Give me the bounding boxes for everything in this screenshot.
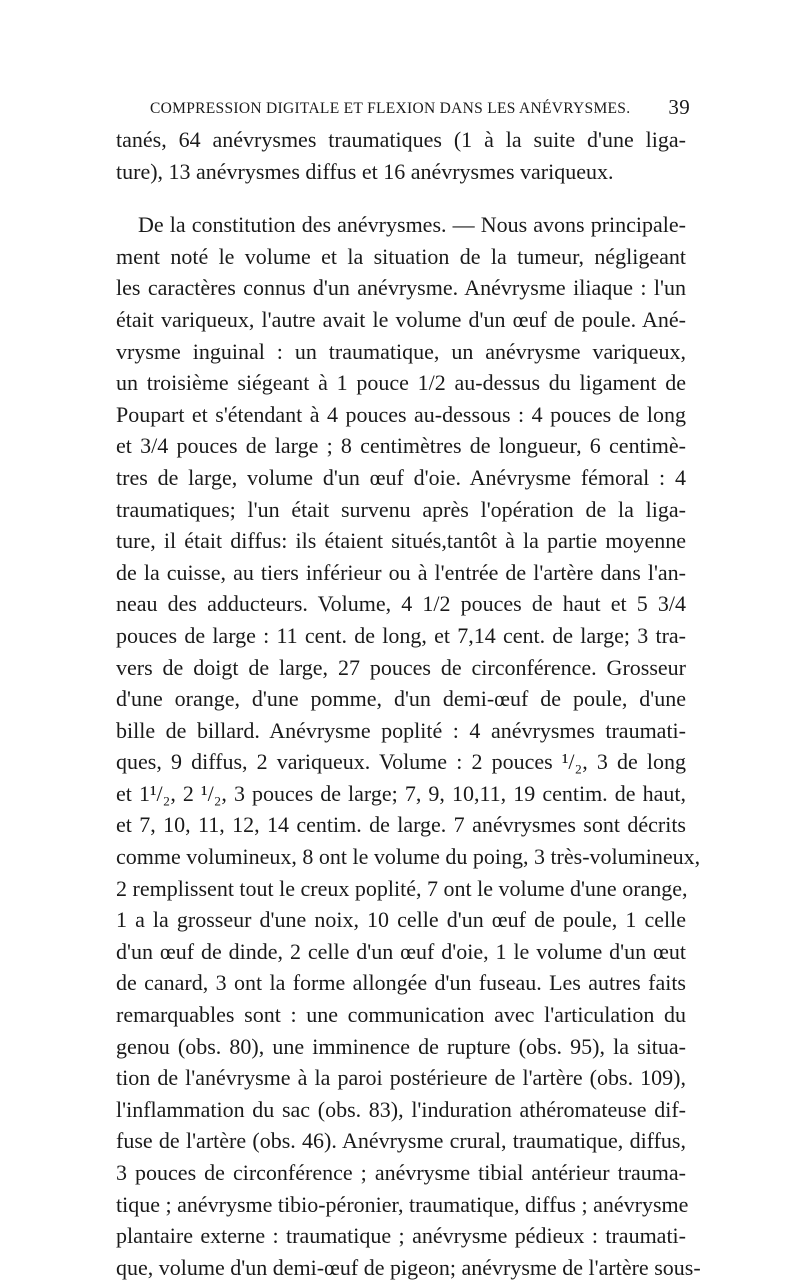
text-line: et 7, 10, 11, 12, 14 centim. de large. 7 anévrysmes sont décrits: [116, 812, 686, 838]
text-line: et 1¹/₂, 2 ¹/₂, 3 pouces de large; 7, 9, 10,11, 19 centim. de haut,: [116, 780, 686, 806]
text-line: tique ; anévrysme tibio-péronier, traumatique, diffus ; anévrysme: [116, 1191, 689, 1217]
page-number: 39: [668, 95, 690, 119]
text-line: ture), 13 anévrysmes diffus et 16 anévrysmes variqueux.: [116, 158, 614, 184]
text-line: les caractères connus d'un anévrysme. Anévrysme iliaque : l'un: [116, 275, 686, 301]
text-line: tion de l'anévrysme à la paroi postérieure de l'artère (obs. 109),: [116, 1065, 686, 1091]
running-title: COMPRESSION DIGITALE ET FLEXION DANS LES ANÉVRYSMES.: [150, 100, 631, 117]
text-line: que, volume d'un demi-œuf de pigeon; anévrysme de l'artère sous-: [116, 1254, 701, 1280]
text-line: l'inflammation du sac (obs. 83), l'induration athéromateuse dif-: [116, 1096, 686, 1122]
text-line: ment noté le volume et la situation de la tumeur, négligeant: [116, 243, 686, 269]
paragraph-gap: [116, 187, 686, 209]
text-line: genou (obs. 80), une imminence de rupture (obs. 95), la situa-: [116, 1033, 686, 1059]
text-line: d'un œuf de dinde, 2 celle d'un œuf d'oie, 1 le volume d'un œut: [116, 938, 686, 964]
body-text: [116, 124, 701, 1283]
text-line: Poupart et s'étendant à 4 pouces au-dessous : 4 pouces de long: [116, 401, 686, 427]
text-line: de la cuisse, au tiers inférieur ou à l'entrée de l'artère dans l'an-: [116, 559, 686, 585]
text-line: plantaire externe : traumatique ; anévrysme pédieux : traumati-: [116, 1223, 686, 1249]
text-line: tres de large, volume d'un œuf d'oie. Anévrysme fémoral : 4: [116, 464, 686, 490]
text-line: 2 remplissent tout le creux poplité, 7 ont le volume d'une orange,: [116, 875, 688, 901]
text-line: neau des adducteurs. Volume, 4 1/2 pouces de haut et 5 3/4: [116, 591, 686, 617]
text-line: vrysme inguinal : un traumatique, un anévrysme variqueux,: [116, 338, 686, 364]
running-header: [150, 95, 690, 122]
text-line: de canard, 3 ont la forme allongée d'un fuseau. Les autres faits: [116, 970, 686, 996]
text-line: traumatiques; l'un était survenu après l'opération de la liga-: [116, 496, 686, 522]
text-line: ture, il était diffus: ils étaient situés,tantôt à la partie moyenne: [116, 528, 686, 554]
text-line: remarquables sont : une communication avec l'articulation du: [116, 1002, 686, 1028]
text-line: fuse de l'artère (obs. 46). Anévrysme crural, traumatique, diffus,: [116, 1128, 686, 1154]
text-line: tanés, 64 anévrysmes traumatiques (1 à la suite d'une liga-: [116, 127, 686, 152]
text-line: d'une orange, d'une pomme, d'un demi-œuf de poule, d'une: [116, 686, 686, 712]
text-line: comme volumineux, 8 ont le volume du poing, 3 très-volumineux,: [116, 844, 701, 870]
text-line: et 3/4 pouces de large ; 8 centimètres de longueur, 6 centimè-: [116, 433, 686, 459]
text-line: était variqueux, l'autre avait le volume d'un œuf de poule. Ané-: [116, 306, 686, 332]
text-line: 3 pouces de circonférence ; anévrysme tibial antérieur trauma-: [116, 1160, 686, 1185]
text-line: bille de billard. Anévrysme poplité : 4 anévrysmes traumati-: [116, 717, 686, 743]
text-line: ques, 9 diffus, 2 variqueux. Volume : 2 pouces ¹/₂, 3 de long: [116, 749, 686, 775]
text-line: vers de doigt de large, 27 pouces de circonférence. Grosseur: [116, 654, 686, 680]
text-line: pouces de large : 11 cent. de long, et 7,14 cent. de large; 3 tra-: [116, 622, 686, 648]
text-line: 1 a la grosseur d'une noix, 10 celle d'un œuf de poule, 1 celle: [116, 907, 686, 933]
text-line: un troisième siégeant à 1 pouce 1/2 au-dessus du ligament de: [116, 370, 686, 396]
text-line: De la constitution des anévrysmes. — Nous avons principale-: [138, 212, 686, 238]
